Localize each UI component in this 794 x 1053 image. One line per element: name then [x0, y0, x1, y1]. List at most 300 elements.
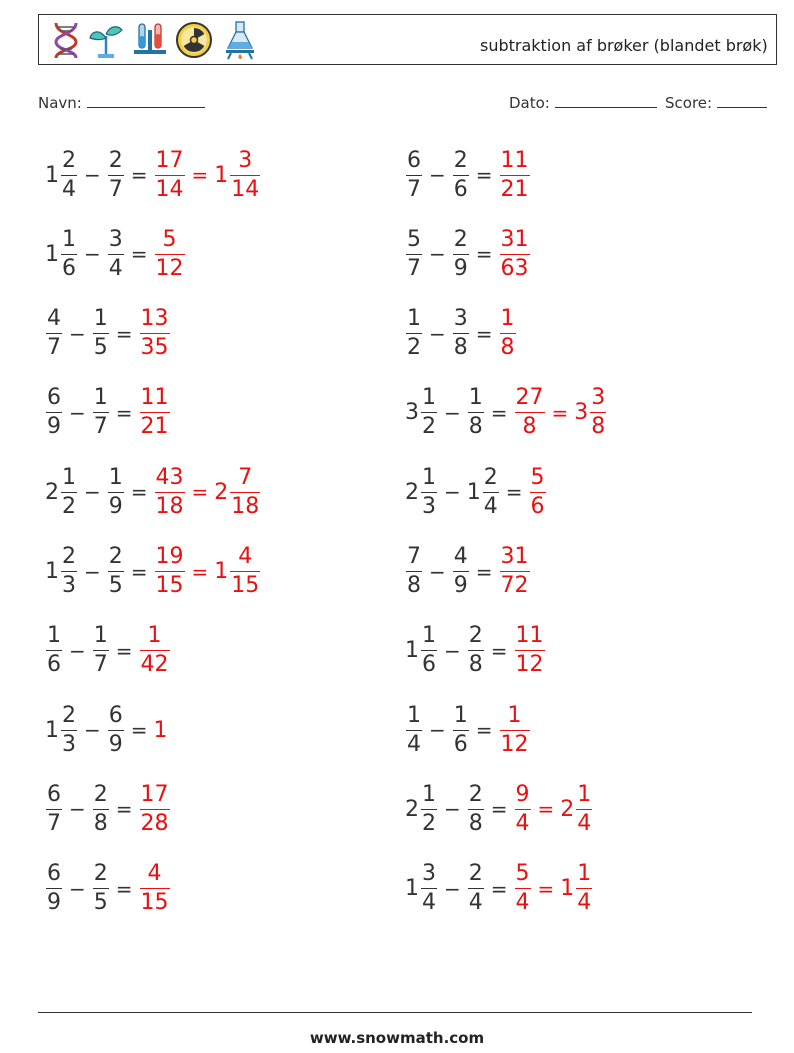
minuend-fraction — [421, 863, 437, 914]
answer-denominator: 14 — [155, 176, 184, 202]
minuend-numerator: 2 — [62, 147, 76, 173]
answer — [139, 781, 171, 836]
subtrahend-fraction — [468, 781, 484, 836]
answer — [499, 702, 531, 757]
plant-sprout-icon — [87, 20, 125, 60]
minuend-fraction — [61, 226, 77, 281]
subtrahend-denominator: 4 — [468, 890, 483, 916]
minus-sign: − — [429, 718, 446, 743]
answer-fraction — [155, 226, 185, 281]
answer-numerator: 27 — [515, 385, 544, 411]
answer-numerator: 9 — [515, 781, 530, 807]
subtrahend-fraction — [468, 387, 484, 438]
answer-denominator: 4 — [515, 890, 530, 916]
problem-item — [405, 378, 607, 448]
answer-mixed-whole: 2 — [214, 479, 229, 505]
subtrahend-denominator: 6 — [453, 731, 468, 757]
minuend-numerator: 1 — [422, 385, 436, 411]
answer-equals-sign: = — [551, 400, 569, 425]
minus-sign: − — [429, 163, 446, 187]
minuend-fraction — [421, 781, 437, 836]
subtrahend-numerator: 2 — [483, 464, 498, 490]
minuend-whole: 1 — [405, 638, 419, 664]
answer-numerator: 17 — [155, 147, 184, 173]
minuend-fraction — [421, 387, 437, 438]
answer-equals-sign: = — [537, 797, 555, 822]
problem-item — [45, 378, 171, 448]
answer — [514, 781, 594, 836]
subtrahend-numerator: 2 — [93, 861, 108, 887]
minuend-denominator: 3 — [62, 573, 76, 598]
minus-sign: − — [84, 718, 101, 743]
subtrahend-numerator: 1 — [93, 623, 108, 649]
minuend-fraction — [61, 702, 77, 757]
minuend-denominator: 4 — [62, 176, 76, 202]
minus-sign: − — [84, 163, 101, 187]
minuend-denominator: 3 — [62, 731, 76, 757]
answer-fraction — [500, 702, 530, 757]
answer-denominator: 18 — [155, 493, 184, 519]
minuend-fraction — [406, 702, 422, 757]
minuend-whole: 1 — [45, 162, 59, 188]
minuend-denominator: 9 — [47, 414, 61, 440]
answer — [514, 387, 608, 438]
answer-mixed-numerator: 3 — [591, 385, 606, 411]
answer — [154, 147, 262, 202]
subtrahend-fraction — [108, 226, 124, 281]
answer — [499, 226, 531, 281]
answer — [139, 863, 171, 914]
minuend-fraction — [61, 546, 77, 597]
problem-item — [45, 140, 261, 210]
answer — [514, 625, 546, 676]
minuend-numerator: 1 — [422, 781, 436, 807]
footer-site: www.snowmath.com — [309, 1029, 485, 1047]
equals-sign: = — [130, 718, 148, 743]
equals-sign: = — [475, 718, 493, 743]
subtrahend-fraction — [483, 464, 499, 519]
minuend-fraction — [46, 308, 62, 359]
answer-mixed-whole: 2 — [560, 796, 575, 822]
minus-sign: − — [69, 321, 86, 346]
answer — [154, 226, 186, 281]
answer — [154, 464, 262, 519]
subtrahend-numerator: 2 — [468, 781, 483, 807]
answer-denominator: 28 — [140, 810, 169, 836]
problem-item — [405, 299, 517, 369]
name-label: Navn: — [38, 94, 82, 112]
minuend-fraction — [421, 464, 437, 519]
answer-numerator: 1 — [507, 702, 522, 728]
answer-numerator: 5 — [162, 226, 177, 252]
minuend-denominator: 2 — [422, 414, 436, 440]
minuend-numerator: 1 — [62, 464, 76, 490]
answer-mixed-fraction — [230, 546, 260, 597]
subtrahend-denominator: 9 — [453, 573, 468, 598]
minuend-whole: 1 — [405, 876, 419, 902]
answer-whole: 1 — [153, 717, 168, 743]
problem-item — [45, 537, 261, 607]
subtrahend-numerator: 1 — [108, 464, 123, 490]
answer-mixed-number — [214, 546, 261, 597]
minuend-fraction — [406, 226, 422, 281]
minus-sign: − — [444, 797, 461, 822]
minuend-whole: 1 — [45, 717, 59, 743]
equals-sign: = — [490, 797, 508, 822]
minuend-fraction — [61, 464, 77, 519]
radiation-icon — [175, 20, 213, 60]
minuend-numerator: 1 — [422, 464, 436, 490]
answer-mixed-whole: 3 — [574, 400, 589, 426]
minus-sign: − — [84, 242, 101, 267]
minuend-numerator: 1 — [422, 623, 436, 649]
minuend-numerator: 6 — [47, 781, 61, 807]
subtrahend-denominator: 7 — [93, 652, 108, 678]
minuend-numerator: 6 — [47, 861, 61, 887]
subtrahend-denominator: 8 — [93, 810, 108, 836]
equals-sign: = — [115, 321, 133, 346]
score-blank[interactable] — [717, 93, 767, 108]
minus-sign: − — [69, 797, 86, 822]
subtrahend-numerator: 1 — [93, 385, 108, 411]
problem-item — [45, 299, 171, 369]
minuend-numerator: 1 — [407, 306, 421, 332]
equals-sign: = — [475, 321, 493, 346]
minuend-fraction — [46, 387, 62, 438]
minuend-denominator: 9 — [47, 890, 61, 916]
minuend-fraction — [406, 308, 422, 359]
minus-sign: − — [69, 638, 86, 663]
minuend-denominator: 2 — [62, 493, 76, 519]
name-field[interactable] — [38, 93, 205, 112]
answer-numerator: 17 — [140, 781, 169, 807]
minuend-whole: 2 — [405, 796, 419, 822]
subtrahend-numerator: 1 — [468, 385, 483, 411]
answer-fraction — [515, 625, 545, 676]
problem-item — [45, 854, 171, 924]
answer-denominator: 35 — [140, 335, 169, 361]
answer-fraction — [140, 781, 170, 836]
answer-mixed-numerator: 4 — [238, 544, 253, 569]
minus-sign: − — [444, 480, 461, 505]
minus-sign: − — [69, 876, 86, 901]
minus-sign: − — [69, 400, 86, 425]
answer — [154, 546, 262, 597]
minus-sign: − — [84, 480, 101, 505]
minuend-fraction — [46, 625, 62, 676]
subtrahend-fraction — [108, 546, 124, 597]
problem-item — [45, 774, 171, 844]
subtrahend-numerator: 2 — [453, 226, 468, 252]
answer-fraction — [140, 863, 170, 914]
minuend-numerator: 1 — [62, 226, 76, 252]
equals-sign: = — [130, 559, 148, 584]
equals-sign: = — [475, 242, 493, 267]
answer-mixed-denominator: 4 — [577, 890, 592, 916]
minuend-numerator: 1 — [47, 623, 61, 649]
subtrahend-denominator: 7 — [93, 414, 108, 440]
answer-fraction — [500, 308, 516, 359]
equals-sign: = — [115, 797, 133, 822]
equals-sign: = — [130, 163, 148, 187]
subtrahend-denominator: 9 — [108, 731, 123, 757]
answer-equals-sign: = — [191, 559, 209, 584]
answer-denominator: 63 — [500, 255, 529, 281]
problem-item — [405, 140, 531, 210]
answer-numerator: 13 — [140, 306, 169, 332]
answer-denominator: 21 — [140, 414, 169, 440]
problem-item — [405, 537, 531, 607]
equals-sign: = — [115, 876, 133, 901]
answer-mixed-numerator: 7 — [238, 464, 253, 490]
subtrahend-numerator: 3 — [108, 226, 123, 252]
answer-fraction — [140, 387, 170, 438]
problem-item — [45, 219, 186, 289]
minuend-numerator: 2 — [62, 702, 76, 728]
minuend-denominator: 7 — [407, 255, 421, 281]
answer-fraction — [140, 308, 170, 359]
minuend-denominator: 3 — [422, 493, 436, 519]
subtrahend-denominator: 8 — [468, 414, 483, 440]
minuend-denominator: 7 — [47, 335, 61, 361]
minuend-whole: 1 — [45, 241, 59, 267]
subtrahend-fraction — [108, 702, 124, 757]
answer-numerator: 1 — [147, 623, 162, 649]
worksheet-title: subtraktion af brøker (blandet brøk) — [480, 36, 768, 55]
answer-mixed-numerator: 1 — [577, 781, 592, 807]
answer-numerator: 11 — [140, 385, 169, 411]
answer-fraction — [155, 546, 185, 597]
answer-mixed-denominator: 8 — [591, 414, 606, 440]
subtrahend-fraction — [93, 781, 109, 836]
answer-mixed-denominator: 18 — [231, 493, 260, 519]
subtrahend-fraction — [93, 387, 109, 438]
subtrahend-fraction — [93, 625, 109, 676]
subtrahend-fraction — [453, 226, 469, 281]
answer-numerator: 1 — [500, 306, 515, 332]
subtrahend-fraction — [468, 863, 484, 914]
minuend-numerator: 6 — [407, 147, 421, 173]
answer-numerator: 11 — [500, 147, 529, 173]
answer-mixed-whole: 1 — [214, 559, 229, 584]
minuend-denominator: 2 — [407, 335, 421, 361]
problem-item — [45, 695, 169, 765]
score-field[interactable] — [665, 93, 767, 112]
answer-denominator: 15 — [140, 890, 169, 916]
equals-sign: = — [115, 400, 133, 425]
equals-sign: = — [490, 638, 508, 663]
subtrahend-numerator: 2 — [108, 147, 123, 173]
answer-mixed-whole: 1 — [560, 876, 575, 902]
subtrahend-fraction — [108, 464, 124, 519]
answer — [139, 625, 171, 676]
subtrahend-numerator: 4 — [453, 544, 468, 569]
answer-numerator: 4 — [147, 861, 162, 887]
minuend-denominator: 8 — [407, 573, 421, 598]
minuend-whole: 2 — [45, 479, 59, 505]
answer — [529, 464, 547, 519]
date-label: Dato: — [509, 94, 550, 112]
answer-mixed-fraction — [576, 863, 592, 914]
answer-numerator: 31 — [500, 544, 529, 569]
minus-sign: − — [429, 242, 446, 267]
answer-denominator: 6 — [530, 493, 545, 519]
minus-sign: − — [444, 638, 461, 663]
subtrahend-fraction — [93, 863, 109, 914]
problem-item — [405, 695, 531, 765]
minus-sign: − — [429, 559, 446, 584]
equals-sign: = — [505, 480, 523, 505]
answer-mixed-fraction — [576, 781, 592, 836]
subtrahend-numerator: 3 — [453, 306, 468, 332]
subtrahend-denominator: 9 — [108, 493, 123, 519]
answer-fraction — [515, 781, 531, 836]
answer-mixed-numerator: 1 — [577, 861, 592, 887]
minuend-numerator: 2 — [62, 544, 76, 569]
subtrahend-fraction — [453, 702, 469, 757]
answer-mixed-number — [560, 781, 593, 836]
answer-equals-sign: = — [537, 876, 555, 901]
answer-denominator: 12 — [515, 652, 544, 678]
equals-sign: = — [490, 400, 508, 425]
answer-mixed-fraction — [230, 464, 260, 519]
minuend-numerator: 4 — [47, 306, 61, 332]
answer — [499, 147, 531, 202]
minuend-denominator: 6 — [422, 652, 436, 678]
equals-sign: = — [130, 480, 148, 505]
minuend-denominator: 2 — [422, 810, 436, 836]
equals-sign: = — [475, 163, 493, 187]
minuend-whole: 1 — [45, 559, 59, 584]
subtrahend-denominator: 8 — [468, 810, 483, 836]
answer-mixed-number — [574, 387, 607, 438]
minuend-denominator: 6 — [62, 255, 76, 281]
answer-denominator: 15 — [155, 573, 184, 598]
answer-numerator: 43 — [155, 464, 184, 490]
subtrahend-numerator: 2 — [453, 147, 468, 173]
subtrahend-numerator: 1 — [453, 702, 468, 728]
answer-equals-sign: = — [191, 163, 209, 187]
minuend-fraction — [406, 546, 422, 597]
answer-mixed-fraction — [230, 147, 260, 202]
answer — [139, 308, 171, 359]
subtrahend-whole: 1 — [466, 479, 481, 505]
subtrahend-denominator: 5 — [93, 890, 108, 916]
answer-numerator: 19 — [155, 544, 184, 569]
subtrahend-denominator: 8 — [468, 652, 483, 678]
answer-fraction — [515, 387, 545, 438]
problem-item — [45, 616, 171, 686]
answer-fraction — [500, 147, 530, 202]
subtrahend-fraction — [468, 625, 484, 676]
answer-denominator: 21 — [500, 176, 529, 202]
answer-numerator: 5 — [530, 464, 545, 490]
subtrahend-numerator: 1 — [93, 306, 108, 332]
answer-numerator: 5 — [515, 861, 530, 887]
name-blank[interactable] — [87, 93, 205, 108]
date-field[interactable] — [509, 93, 657, 112]
problem-item — [405, 457, 547, 527]
answer-equals-sign: = — [191, 480, 209, 505]
equals-sign: = — [490, 876, 508, 901]
subtrahend-denominator: 5 — [93, 335, 108, 361]
subtrahend-numerator: 2 — [468, 623, 483, 649]
subtrahend-numerator: 6 — [108, 702, 123, 728]
problem-item — [45, 457, 261, 527]
answer — [499, 546, 531, 597]
minuend-numerator: 6 — [47, 385, 61, 411]
subtrahend-fraction — [93, 308, 109, 359]
answer-denominator: 4 — [515, 810, 530, 836]
answer — [499, 308, 517, 359]
minuend-numerator: 5 — [407, 226, 421, 252]
minuend-denominator: 7 — [407, 176, 421, 202]
minuend-whole: 3 — [405, 400, 419, 426]
minuend-denominator: 6 — [47, 652, 61, 678]
flask-burner-icon — [221, 20, 259, 60]
answer-mixed-number — [214, 464, 261, 519]
minus-sign: − — [444, 876, 461, 901]
equals-sign: = — [475, 559, 493, 584]
subtrahend-fraction — [453, 546, 469, 597]
minuend-denominator: 4 — [407, 731, 421, 757]
answer-fraction — [530, 464, 546, 519]
minus-sign: − — [84, 559, 101, 584]
answer — [514, 863, 594, 914]
minuend-numerator: 3 — [422, 861, 436, 887]
problem-item — [405, 616, 546, 686]
answer-mixed-numerator: 3 — [238, 147, 253, 173]
answer-mixed-fraction — [590, 387, 606, 438]
answer-denominator: 8 — [522, 414, 537, 440]
answer-denominator: 12 — [155, 255, 184, 281]
problem-item — [405, 854, 593, 924]
equals-sign: = — [115, 638, 133, 663]
minuend-numerator: 7 — [407, 544, 421, 569]
subtrahend-denominator: 4 — [483, 493, 498, 519]
answer-denominator: 8 — [500, 335, 515, 361]
subtrahend-denominator: 6 — [453, 176, 468, 202]
subtrahend-numerator: 2 — [468, 861, 483, 887]
answer-denominator: 12 — [500, 731, 529, 757]
subtrahend-denominator: 7 — [108, 176, 123, 202]
problem-item — [405, 219, 531, 289]
answer — [154, 718, 169, 743]
minuend-whole: 2 — [405, 479, 419, 505]
answer-mixed-number — [214, 147, 261, 202]
answer-denominator: 42 — [140, 652, 169, 678]
minuend-denominator: 4 — [422, 890, 436, 916]
answer-denominator: 72 — [500, 573, 529, 598]
score-label: Score: — [665, 94, 713, 112]
answer-mixed-denominator: 15 — [231, 573, 260, 598]
date-blank[interactable] — [555, 93, 657, 108]
answer — [139, 387, 171, 438]
subtrahend-numerator: 2 — [108, 544, 123, 569]
dna-icon — [47, 20, 85, 60]
answer-mixed-number — [560, 863, 593, 914]
worksheet-header — [38, 14, 777, 65]
answer-numerator: 11 — [515, 623, 544, 649]
answer-mixed-denominator: 14 — [231, 176, 260, 202]
subtrahend-numerator: 2 — [93, 781, 108, 807]
subtrahend-fraction — [453, 308, 469, 359]
minuend-numerator: 1 — [407, 702, 421, 728]
answer-fraction — [155, 147, 185, 202]
answer-mixed-denominator: 4 — [577, 810, 592, 836]
minuend-fraction — [421, 625, 437, 676]
minus-sign: − — [444, 400, 461, 425]
